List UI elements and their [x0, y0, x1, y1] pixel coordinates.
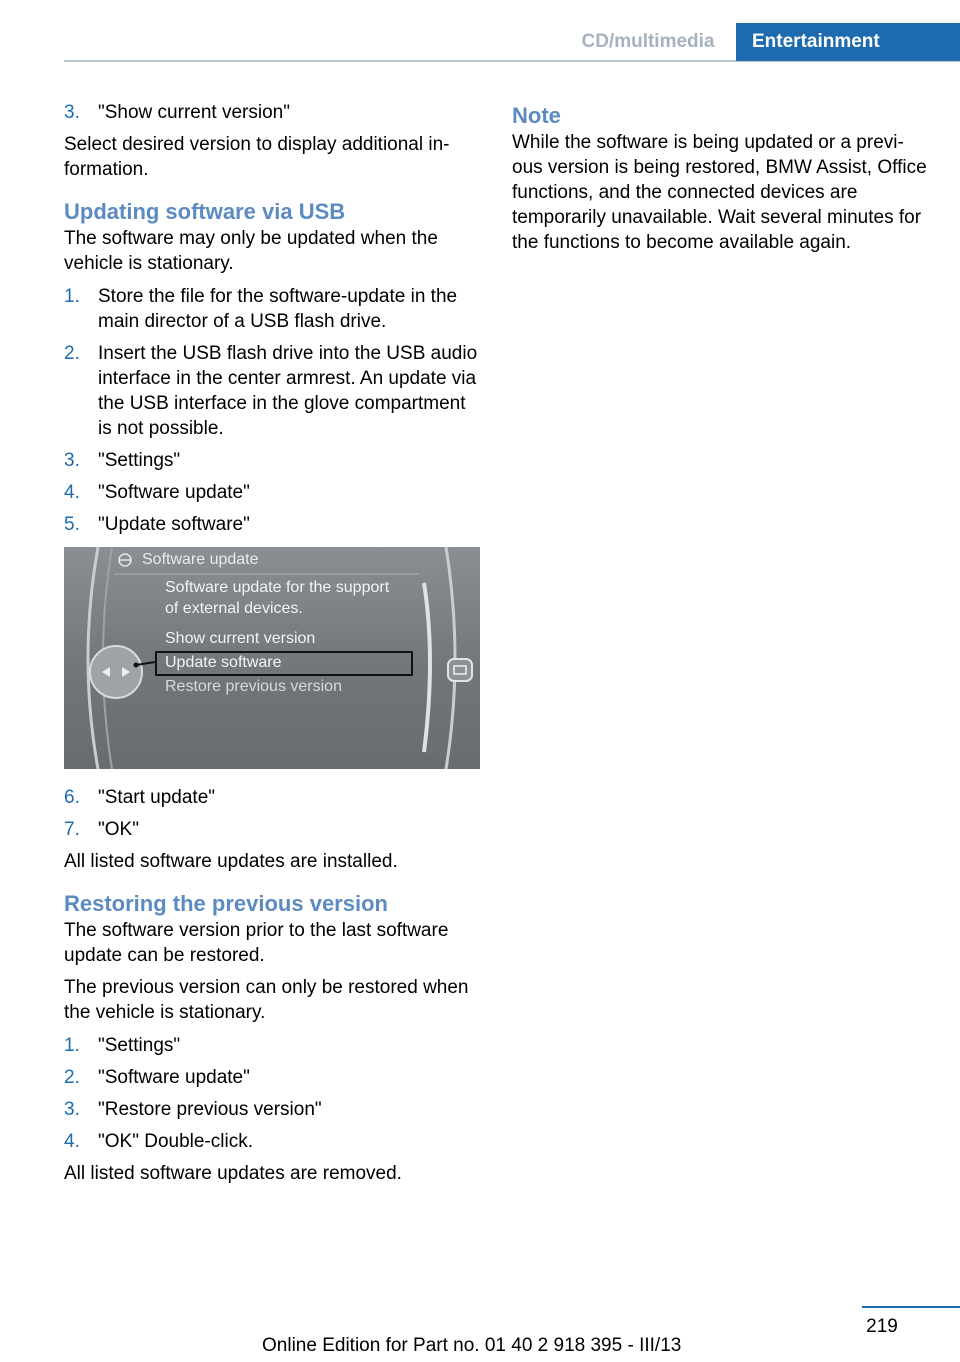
list-text: "Restore previous version": [98, 1099, 322, 1120]
list-number: 4.: [64, 1131, 80, 1152]
list-number: 3.: [64, 450, 80, 471]
idrive-screen-image: [64, 547, 480, 769]
usb-steps-continued: [64, 785, 482, 842]
list-item: [64, 1065, 482, 1090]
intro-list: [64, 100, 482, 125]
list-item: [64, 448, 482, 473]
edition-footer: Online Edition for Part no. 01 40 2 918 395 - III/13: [262, 1335, 682, 1356]
list-text: "Settings": [98, 1035, 181, 1056]
note-heading: Note: [512, 103, 561, 128]
usb-steps: [64, 284, 482, 537]
list-item: [64, 480, 482, 505]
list-number: 1.: [64, 286, 80, 307]
list-text: "Settings": [98, 450, 181, 471]
screen-description-line-2: of external devices.: [165, 600, 303, 617]
list-text: "Update software": [98, 514, 250, 535]
list-item: [64, 1129, 482, 1154]
footer-rule: [862, 1306, 960, 1308]
header-chapter-tab: Entertainment: [736, 23, 960, 61]
list-number: 2.: [64, 343, 80, 364]
usb-heading: Updating software via USB: [64, 199, 346, 224]
screen-menu-item: Show current version: [165, 630, 316, 647]
list-text: Insert the USB flash drive into the USB audio interface in the center armrest. An update via the USB interface in the glove compartment is not possible.: [98, 343, 478, 439]
list-text: Store the file for the software-update in the main director of a USB flash drive.: [98, 286, 458, 332]
screen-title: Software update: [142, 551, 259, 568]
list-text: "Software update": [98, 1067, 250, 1088]
list-number: 4.: [64, 482, 80, 503]
restore-steps: [64, 1033, 482, 1154]
list-text: "OK": [98, 819, 139, 840]
list-item: [64, 100, 482, 125]
intro-paragraph: Select desired version to display additional information.: [64, 134, 450, 180]
list-text: "Software update": [98, 482, 250, 503]
note-text: While the software is being updated or a previous version is being restored, BMW Assist, Office functions, and the connected devices are temporarily unavailable. Wait several minutes for the functions to become available again.: [512, 132, 927, 253]
restore-result: All listed software updates are removed.: [64, 1163, 402, 1184]
list-item: [64, 785, 482, 810]
page-number: 219: [866, 1316, 898, 1337]
list-item: [64, 341, 482, 441]
list-item: [64, 512, 482, 537]
usb-paragraph: The software may only be updated when the vehicle is stationary.: [64, 228, 438, 274]
list-text: "Show current version": [98, 102, 290, 123]
list-number: 6.: [64, 787, 80, 808]
restore-paragraph-1: The software version prior to the last software update can be restored.: [64, 920, 449, 966]
usb-result: All listed software updates are installed.: [64, 851, 398, 872]
left-column: [64, 100, 482, 1193]
list-number: 3.: [64, 102, 80, 123]
header-section-label: CD/multimedia: [581, 31, 715, 52]
screen-menu-item: Restore previous version: [165, 678, 342, 695]
restore-paragraph-2: The previous version can only be restored when the vehicle is stationary.: [64, 977, 469, 1023]
list-number: 7.: [64, 819, 80, 840]
list-item: [64, 1033, 482, 1058]
list-item: [64, 1097, 482, 1122]
list-number: 2.: [64, 1067, 80, 1088]
list-number: 5.: [64, 514, 80, 535]
list-number: 3.: [64, 1099, 80, 1120]
screen-description-line-1: Software update for the support: [165, 579, 390, 596]
list-item: [64, 284, 482, 334]
list-number: 1.: [64, 1035, 80, 1056]
list-text: "Start update": [98, 787, 216, 808]
restore-heading: Restoring the previous version: [64, 891, 388, 916]
list-text: "OK" Double-click.: [98, 1131, 253, 1152]
screen-menu-item-selected: Update software: [165, 654, 282, 671]
right-column: [512, 100, 927, 262]
list-item: [64, 817, 482, 842]
